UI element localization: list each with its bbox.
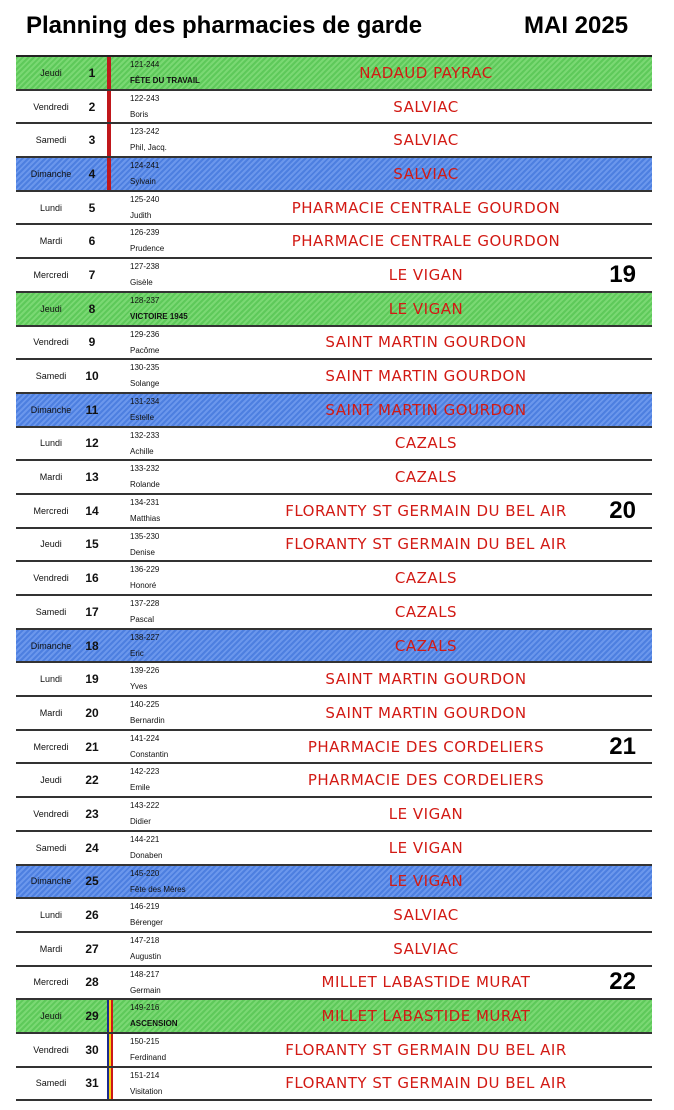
saint-name: Judith: [130, 210, 152, 220]
saint-name: VICTOIRE 1945: [130, 311, 188, 321]
schedule-row: [16, 866, 652, 900]
calendar-marker-bar: [107, 1034, 113, 1066]
schedule-row: [16, 360, 652, 394]
pharmacy-name: FLORANTY ST GERMAIN DU BEL AIR: [285, 1074, 567, 1093]
weekday-label: Mardi: [39, 236, 63, 247]
weekday-label: Mercredi: [33, 505, 69, 516]
schedule-row: [16, 832, 652, 866]
saint-name: Eric: [130, 648, 144, 658]
week-number: 19: [609, 260, 636, 288]
saint-name: Denise: [130, 547, 155, 557]
pharmacy-name: CAZALS: [394, 602, 458, 621]
day-number: 2: [88, 99, 96, 114]
saint-name: Phil, Jacq.: [130, 143, 167, 153]
saint-name: Bérenger: [130, 918, 163, 928]
saint-name: Bernardin: [130, 716, 165, 726]
day-number: 22: [85, 773, 99, 788]
pharmacy-name: PHARMACIE CENTRALE GOURDON: [291, 198, 561, 217]
schedule-row: [16, 91, 652, 125]
day-of-year-code: 129-236: [130, 329, 160, 339]
calendar-marker-bar: [107, 1068, 113, 1100]
day-number: 27: [85, 941, 99, 956]
pharmacy-name: NADAUD PAYRAC: [359, 63, 493, 82]
day-number: 29: [85, 1009, 99, 1024]
schedule-row: [16, 899, 652, 933]
schedule-row: [16, 630, 652, 664]
calendar-marker-bar: [107, 91, 111, 123]
day-number: 8: [88, 301, 96, 316]
saint-name: Pascal: [130, 615, 155, 624]
weekday-label: Mercredi: [33, 269, 69, 280]
week-number: 20: [609, 496, 636, 524]
day-number: 6: [88, 234, 96, 249]
schedule-row: [16, 394, 652, 428]
day-number: 7: [88, 267, 96, 282]
day-number: 11: [85, 402, 99, 417]
day-number: 28: [85, 975, 99, 990]
saint-name: Emile: [130, 783, 151, 793]
calendar-marker-bar: [107, 158, 111, 190]
day-number: 5: [88, 200, 96, 215]
saint-name: Gisèle: [130, 278, 153, 288]
day-number: 31: [85, 1076, 99, 1091]
weekday-label: Vendredi: [33, 337, 69, 348]
weekday-label: Jeudi: [40, 539, 62, 550]
pharmacy-name: SALVIAC: [393, 906, 459, 925]
pharmacy-name: MILLET LABASTIDE MURAT: [321, 973, 531, 992]
calendar-marker-bar: [107, 1000, 113, 1032]
day-number: 3: [88, 133, 96, 148]
pharmacy-name: SAINT MARTIN GOURDON: [325, 703, 527, 722]
day-of-year-code: 147-218: [130, 935, 160, 945]
schedule-row: [16, 225, 652, 259]
day-number: 23: [85, 806, 99, 821]
day-of-year-code: 121-244: [130, 60, 160, 69]
page-title: Planning des pharmacies de garde: [26, 12, 423, 39]
pharmacy-name: CAZALS: [394, 434, 458, 453]
pharmacy-name: LE VIGAN: [388, 872, 464, 891]
pharmacy-name: SAINT MARTIN GOURDON: [325, 670, 527, 689]
saint-name: Matthias: [130, 513, 161, 523]
weekday-label: Jeudi: [40, 775, 62, 786]
schedule-row: [16, 933, 652, 967]
weekday-label: Samedi: [35, 135, 67, 146]
schedule-row: [16, 495, 652, 529]
weekday-label: Samedi: [35, 606, 67, 617]
pharmacy-name: LE VIGAN: [388, 804, 464, 823]
weekday-label: Lundi: [39, 674, 63, 685]
saint-name: Constantin: [130, 749, 169, 759]
day-of-year-code: 132-233: [130, 430, 160, 440]
day-of-year-code: 143-222: [130, 801, 160, 811]
day-number: 18: [85, 638, 99, 653]
saint-name: Achille: [130, 446, 154, 456]
day-number: 30: [85, 1042, 99, 1057]
schedule-row: [16, 259, 652, 293]
weekday-label: Samedi: [35, 1078, 67, 1089]
pharmacy-name: CAZALS: [394, 569, 458, 588]
day-number: 17: [85, 604, 99, 619]
saint-name: Boris: [130, 109, 149, 119]
day-number: 24: [85, 840, 99, 855]
pharmacy-name: SAINT MARTIN GOURDON: [325, 367, 527, 386]
day-number: 21: [85, 739, 99, 754]
day-of-year-code: 144-221: [130, 834, 160, 844]
pharmacy-name: PHARMACIE DES CORDELIERS: [307, 737, 545, 756]
day-of-year-code: 148-217: [130, 969, 160, 979]
day-of-year-code: 145-220: [130, 868, 160, 878]
weekday-label: Jeudi: [40, 1011, 62, 1022]
pharmacy-name: SALVIAC: [393, 164, 459, 183]
day-number: 9: [88, 335, 96, 350]
weekday-label: Mercredi: [33, 977, 69, 988]
day-number: 25: [85, 874, 99, 889]
day-of-year-code: 146-219: [130, 902, 160, 912]
day-of-year-code: 150-215: [130, 1036, 160, 1046]
weekday-label: Mardi: [39, 943, 63, 954]
duty-schedule-table: [16, 55, 652, 1101]
weekday-label: Vendredi: [33, 101, 69, 112]
saint-name: Visitation: [130, 1086, 163, 1096]
day-of-year-code: 127-238: [130, 262, 160, 272]
weekday-label: Dimanche: [30, 168, 72, 179]
day-of-year-code: 125-240: [130, 194, 160, 204]
pharmacy-name: SAINT MARTIN GOURDON: [325, 400, 527, 419]
schedule-row: [16, 57, 652, 91]
schedule-row: [16, 1034, 652, 1068]
day-of-year-code: 149-216: [130, 1003, 160, 1013]
pharmacy-name: SAINT MARTIN GOURDON: [325, 333, 527, 352]
weekday-label: Vendredi: [33, 573, 69, 584]
page-header: [0, 0, 674, 52]
day-of-year-code: 122-243: [130, 93, 160, 103]
pharmacy-name: FLORANTY ST GERMAIN DU BEL AIR: [285, 501, 567, 520]
pharmacy-name: PHARMACIE DES CORDELIERS: [307, 771, 545, 790]
pharmacy-name: CAZALS: [394, 468, 458, 487]
day-number: 4: [88, 166, 96, 181]
schedule-row: [16, 327, 652, 361]
schedule-row: [16, 293, 652, 327]
day-number: 19: [85, 672, 99, 687]
weekday-label: Samedi: [35, 371, 67, 382]
weekday-label: Jeudi: [40, 303, 62, 314]
pharmacy-name: SALVIAC: [393, 97, 459, 116]
schedule-row: [16, 124, 652, 158]
schedule-row: [16, 461, 652, 495]
saint-name: Ferdinand: [130, 1052, 167, 1062]
saint-name: Donaben: [130, 850, 163, 860]
day-number: 20: [85, 705, 99, 720]
schedule-row: [16, 697, 652, 731]
day-of-year-code: 142-223: [130, 767, 160, 777]
weekday-label: Mardi: [39, 707, 63, 718]
weekday-label: Lundi: [39, 202, 63, 213]
day-number: 10: [85, 369, 99, 384]
saint-name: Yves: [130, 682, 148, 692]
day-of-year-code: 140-225: [130, 700, 160, 710]
weekday-label: Jeudi: [40, 67, 62, 78]
day-number: 12: [85, 436, 99, 451]
day-of-year-code: 130-235: [130, 363, 160, 373]
schedule-row: [16, 158, 652, 192]
schedule-row: [16, 192, 652, 226]
day-number: 26: [85, 908, 99, 923]
month-label: MAI 2025: [524, 12, 629, 39]
pharmacy-name: CAZALS: [394, 636, 458, 655]
week-number: 21: [609, 732, 636, 760]
schedule-row: [16, 1000, 652, 1034]
pharmacy-name: PHARMACIE CENTRALE GOURDON: [291, 232, 561, 251]
day-of-year-code: 128-237: [130, 295, 160, 305]
weekday-label: Dimanche: [30, 640, 72, 651]
schedule-row: [16, 663, 652, 697]
pharmacy-name: LE VIGAN: [388, 299, 464, 318]
schedule-row: [16, 529, 652, 563]
weekday-label: Mercredi: [33, 741, 69, 752]
saint-name: Prudence: [130, 244, 165, 254]
weekday-label: Dimanche: [30, 404, 72, 415]
schedule-row: [16, 428, 652, 462]
day-of-year-code: 137-228: [130, 599, 160, 608]
week-number: 22: [609, 968, 636, 996]
day-of-year-code: 123-242: [130, 127, 160, 137]
saint-name: ASCENSION: [130, 1019, 178, 1029]
day-of-year-code: 134-231: [130, 497, 160, 507]
weekday-label: Vendredi: [33, 808, 69, 819]
day-of-year-code: 136-229: [130, 565, 160, 575]
saint-name: Germain: [130, 985, 161, 995]
calendar-marker-bar: [107, 124, 111, 156]
saint-name: Pacôme: [130, 345, 160, 355]
weekday-label: Mardi: [39, 472, 63, 483]
day-number: 15: [85, 537, 99, 552]
weekday-label: Dimanche: [30, 876, 72, 887]
saint-name: Augustin: [130, 951, 162, 961]
schedule-row: [16, 562, 652, 596]
saint-name: FÊTE DU TRAVAIL: [130, 76, 200, 85]
day-of-year-code: 138-227: [130, 632, 160, 642]
pharmacy-name: SALVIAC: [393, 131, 459, 150]
saint-name: Honoré: [130, 581, 157, 591]
day-number: 1: [88, 65, 96, 80]
pharmacy-name: SALVIAC: [393, 939, 459, 958]
saint-name: Estelle: [130, 412, 155, 422]
weekday-label: Lundi: [39, 910, 63, 921]
schedule-row: [16, 731, 652, 765]
pharmacy-name: MILLET LABASTIDE MURAT: [321, 1007, 531, 1026]
day-number: 14: [85, 503, 99, 518]
day-of-year-code: 141-224: [130, 733, 160, 743]
pharmacy-name: FLORANTY ST GERMAIN DU BEL AIR: [285, 1040, 567, 1059]
saint-name: Sylvain: [130, 177, 156, 187]
schedule-row: [16, 967, 652, 1001]
day-of-year-code: 131-234: [130, 396, 160, 406]
schedule-row: [16, 1068, 652, 1102]
weekday-label: Vendredi: [33, 1044, 69, 1055]
day-number: 13: [85, 470, 99, 485]
day-of-year-code: 126-239: [130, 228, 160, 238]
day-number: 16: [85, 571, 99, 586]
pharmacy-name: FLORANTY ST GERMAIN DU BEL AIR: [285, 535, 567, 554]
schedule-row: [16, 798, 652, 832]
saint-name: Didier: [130, 817, 151, 827]
calendar-marker-bar: [107, 57, 111, 89]
weekday-label: Samedi: [35, 842, 67, 853]
weekday-label: Lundi: [39, 438, 63, 449]
day-of-year-code: 151-214: [130, 1070, 160, 1080]
pharmacy-name: LE VIGAN: [388, 838, 464, 857]
schedule-row: [16, 764, 652, 798]
saint-name: Rolande: [130, 480, 160, 490]
schedule-row: [16, 596, 652, 630]
saint-name: Fête des Mères: [130, 884, 186, 894]
day-of-year-code: 139-226: [130, 666, 160, 676]
day-of-year-code: 133-232: [130, 464, 160, 474]
pharmacy-name: LE VIGAN: [388, 265, 464, 284]
day-of-year-code: 135-230: [130, 531, 160, 541]
day-of-year-code: 124-241: [130, 161, 160, 171]
saint-name: Solange: [130, 379, 160, 389]
